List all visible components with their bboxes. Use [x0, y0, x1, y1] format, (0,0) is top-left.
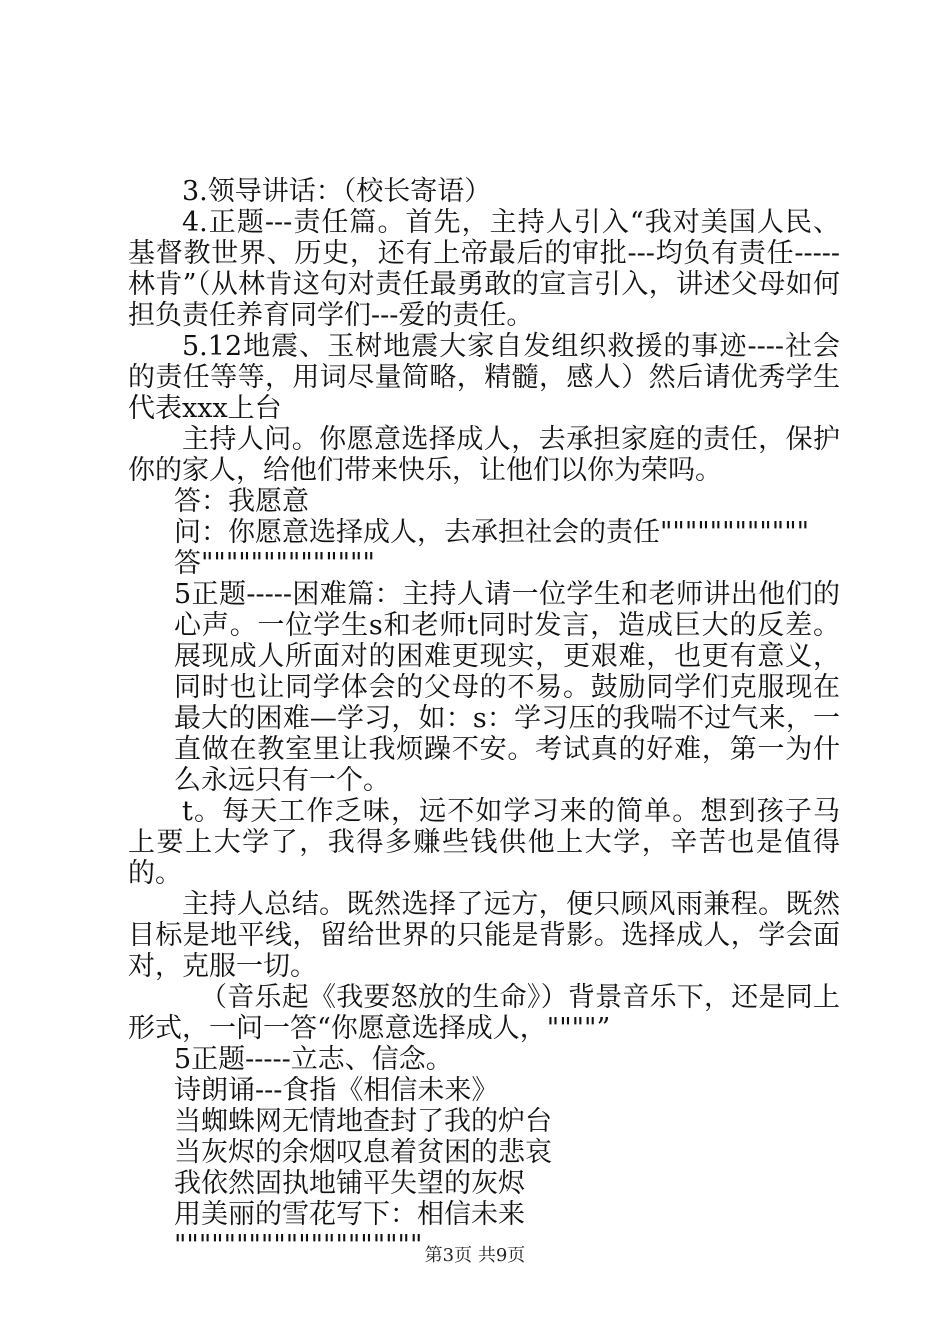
- paragraph-trailing-quotes: """""""""""""""""""": [174, 1230, 423, 1261]
- paragraph-answer-willing: 答：我愿意: [174, 486, 309, 517]
- page-footer: [0, 1245, 950, 1267]
- document-body: [128, 176, 840, 1261]
- paragraph-ambition-topic: 5正题-----立志、信念。: [174, 1044, 453, 1075]
- paragraph-teacher-speech: t。每天工作乏味，远不如学习来的简单。想到孩子马上要上大学了，我得多赚些钱供他上大学，辛苦也是值得的。: [128, 796, 840, 889]
- paragraph-difficulty-topic: 5正题-----困难篇：主持人请一位学生和老师讲出他们的心声。一位学生s和老师t同时发言，造成巨大的反差。展现成人所面对的困难更现实，更艰难，也更有意义，同时也让同学体会的父母的不易。鼓励同学们克服现在最大的困难—学习，如：s：学习压的我喘不过气来，一直做在教室里让我烦躁不安。考试真的好难，第一为什么永远只有一个。: [174, 579, 840, 796]
- paragraph-answer-quotes: 答"""""""""""""": [174, 548, 375, 579]
- paragraph-poem-title: 诗朗诵---食指《相信未来》: [174, 1075, 499, 1106]
- poem-line-3: 我依然固执地铺平失望的灰烬: [174, 1168, 525, 1199]
- paragraph-responsibility-topic: 4.正题---责任篇。首先，主持人引入“我对美国人民、基督教世界、历史，还有上帝最后的审批---均负有责任-----林肯”（从林肯这句对责任最勇敢的宣言引入，讲述父母如何担负责任养育同学们---爱的责任。: [128, 207, 840, 331]
- paragraph-host-question-family: 主持人问。你愿意选择成人，去承担家庭的责任，保护你的家人，给他们带来快乐，让他们以你为荣吗。: [128, 424, 840, 486]
- poem-line-4: 用美丽的雪花写下：相信未来: [174, 1199, 525, 1230]
- poem-line-2: 当灰烬的余烟叹息着贫困的悲哀: [174, 1137, 552, 1168]
- paragraph-host-summary: 主持人总结。既然选择了远方，便只顾风雨兼程。既然目标是地平线，留给世界的只能是背影。选择成人，学会面对，克服一切。: [128, 889, 840, 982]
- poem-line-1: 当蜘蛛网无情地查封了我的炉台: [174, 1106, 552, 1137]
- page-indicator: 第3页 共9页: [424, 1245, 526, 1266]
- paragraph-earthquake-rescue: 5.12地震、玉树地震大家自发组织救援的事迹----社会的责任等等，用词尽量简略，精髓，感人）然后请优秀学生代表xxx上台: [128, 331, 840, 424]
- paragraph-question-society: 问：你愿意选择成人，去承担社会的责任"""""""""""": [174, 517, 810, 548]
- paragraph-leader-speech: 3.领导讲话：（校长寄语）: [182, 176, 492, 207]
- paragraph-music-segment: （音乐起《我要怒放的生命》）背景音乐下，还是同上形式，一问一答“你愿意选择成人，""""”: [128, 982, 840, 1044]
